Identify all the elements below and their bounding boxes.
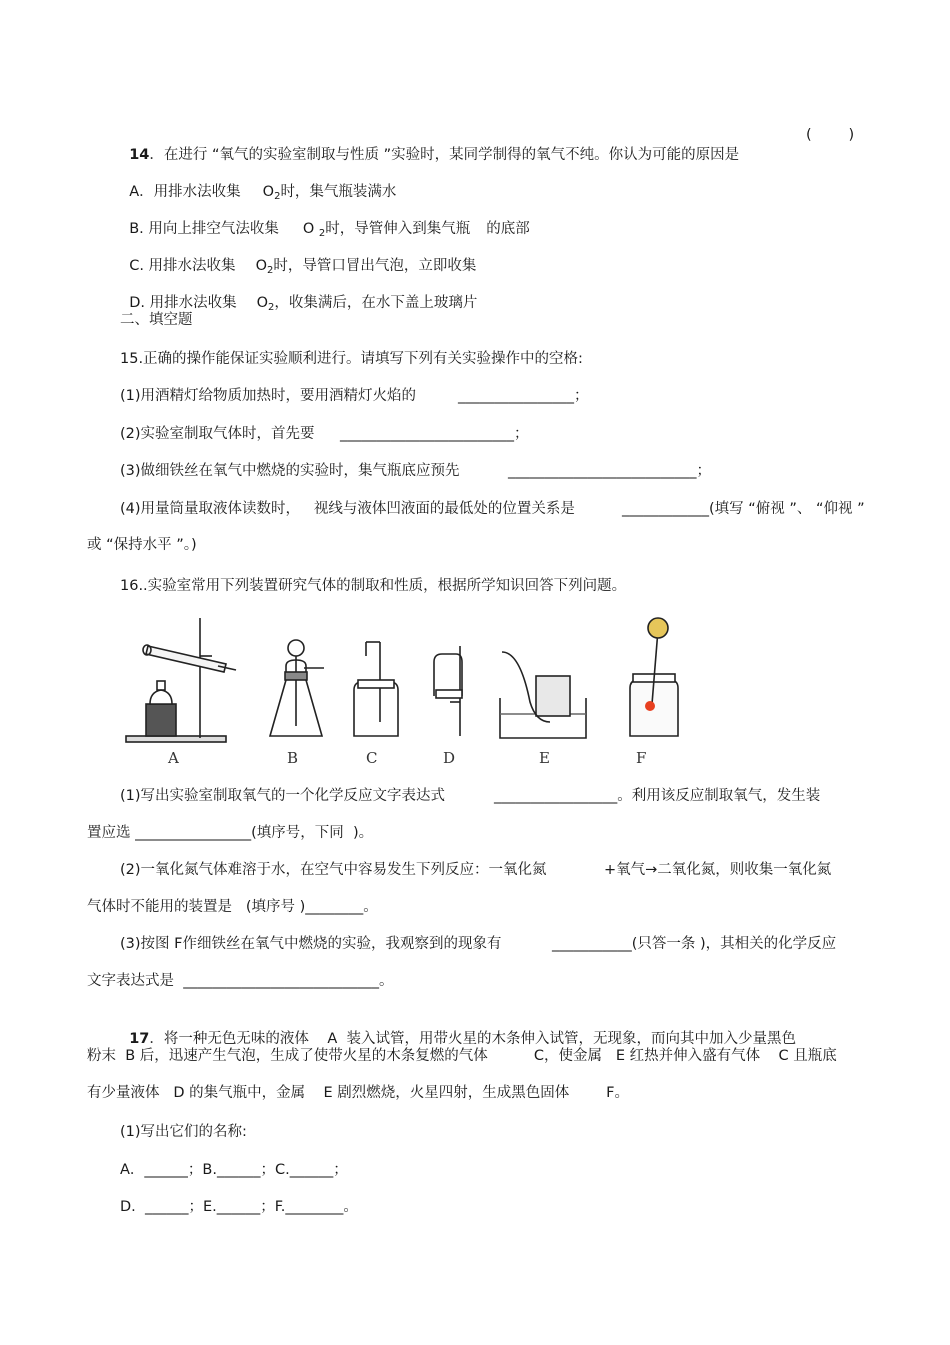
q15-part1: (1)用酒精灯给物质加热时，要用酒精灯火焰的: [120, 388, 417, 404]
q14-option-b-chem: O: [302, 221, 315, 237]
q14-option-b-post: 时，导管伸入到集气瓶: [325, 221, 471, 237]
section-heading: 二、填空题: [120, 312, 193, 328]
q17-line1: [120, 1009, 796, 1049]
q16-stem: 16..实验室常用下列装置研究气体的制取和性质，根据所学知识回答下列问题。: [120, 578, 627, 594]
q16-part2-tail: +氧气→二氧化氮，则收集一氧化氮: [604, 862, 832, 878]
q14-option-b-pre: B. 用向上排空气法收集: [129, 221, 279, 237]
apparatus-illustration: [118, 606, 698, 776]
apparatus-f: [630, 618, 678, 736]
q16-part1-cont: 置应选 ________________(填序号，下同 )。: [87, 825, 374, 841]
q15-part1-blank: ________________；: [458, 388, 589, 404]
q14-option-d-pre: D. 用排水法收集: [129, 295, 237, 311]
q14-option-b-sub: 2: [318, 228, 326, 239]
q16-part1: (1)写出实验室制取氧气的一个化学反应文字表达式: [120, 788, 446, 804]
q14-option-c-pre: C. 用排水法收集: [129, 258, 236, 274]
q16-part2: (2)一氧化氮气体难溶于水，在空气中容易发生下列反应：一氧化氮: [120, 862, 547, 878]
apparatus-label-d: D: [443, 749, 456, 767]
q15-part2: (2)实验室制取气体时，首先要: [120, 426, 315, 442]
q15-part2-blank: ________________________；: [340, 426, 529, 442]
q16-part1-blank: _________________。利用该反应制取氧气，发生装: [494, 788, 821, 804]
q14-option-d-post: ，收集满后，在水下盖上玻璃片: [274, 295, 478, 311]
q15-part4: (4)用量筒量取液体读数时， 视线与液体凹液面的最低处的位置关系是: [120, 501, 575, 517]
q14-option-a-chem: O: [262, 184, 275, 200]
apparatus-label-a: A: [168, 749, 179, 767]
apparatus-b: [270, 640, 324, 736]
apparatus-label-f: F: [636, 749, 647, 767]
q14-option-a-pre: A．用排水法收集: [129, 184, 241, 200]
q14-option-c-sub: 2: [266, 265, 274, 276]
q14-stem-text: ．在进行 “氧气的实验室制取与性质 ”实验时，某同学制得的氧气不纯。你认为可能的原因是: [149, 147, 740, 163]
apparatus-label-c: C: [366, 749, 378, 767]
q14-option-a-post: 时，集气瓶装满水: [280, 184, 397, 200]
apparatus-c: [354, 642, 398, 736]
q16-part2-cont: 气体时不能用的装置是 (填序号 )________。: [87, 899, 378, 915]
q14-option-b-tail: 的底部: [486, 221, 530, 237]
q17-line3: 有少量液体 D 的集气瓶中，金属 E 剧烈燃烧，火星四射，生成黑色固体 F。: [87, 1085, 630, 1101]
q14-number: 14: [129, 147, 150, 163]
q14-option-a-sub: 2: [274, 191, 281, 202]
q14-option-c-post: 时，导管口冒出气泡，立即收集: [273, 258, 477, 274]
q15-part4-blank: ____________(填写 “俯视 ”、 “仰视 ”: [622, 501, 865, 517]
apparatus-label-e: E: [539, 749, 550, 767]
q16-part3-blank: ___________(只答一条 )，其相关的化学反应: [552, 936, 837, 952]
q17-line2: 粉末 B 后，迅速产生气泡，生成了使带火星的木条复燃的气体 C，使金属 E 红热并伸入盛有气体 C 且瓶底: [87, 1048, 837, 1064]
q14-bracket: ( ): [806, 127, 855, 143]
q15-part4-cont: 或 “保持水平 ”。): [87, 537, 197, 553]
q17-part1: (1)写出它们的名称:: [120, 1124, 247, 1140]
q15-part3-blank: __________________________；: [508, 463, 711, 479]
apparatus-e: [500, 652, 586, 738]
q14-option-d-sub: 2: [268, 302, 275, 313]
q15-stem: 15.正确的操作能保证实验顺利进行。请填写下列有关实验操作中的空格:: [120, 351, 583, 367]
q16-part3: (3)按图 F作细铁丝在氧气中燃烧的实验，我观察到的现象有: [120, 936, 502, 952]
q17-answers-row1: A．______；B.______；C.______；: [120, 1162, 348, 1178]
q14-option-c-chem: O: [255, 258, 267, 274]
apparatus-label-b: B: [287, 749, 299, 767]
apparatus-d: [434, 646, 462, 736]
q14-option-d-chem: O: [256, 295, 269, 311]
apparatus-a: [126, 618, 236, 742]
q17-number: 17: [129, 1031, 150, 1047]
q14-stem: [120, 125, 739, 165]
q15-part3: (3)做细铁丝在氧气中燃烧的实验时，集气瓶底应预先: [120, 463, 460, 479]
q17-answers-row2: D. ______；E.______；F.________。: [120, 1199, 358, 1215]
q16-part3-cont: 文字表达式是 ___________________________。: [87, 973, 394, 989]
q17-line1-text: ．将一种无色无味的液体 A 装入试管，用带火星的木条伸入试管，无现象，而向其中加入少量黑色: [149, 1031, 796, 1047]
